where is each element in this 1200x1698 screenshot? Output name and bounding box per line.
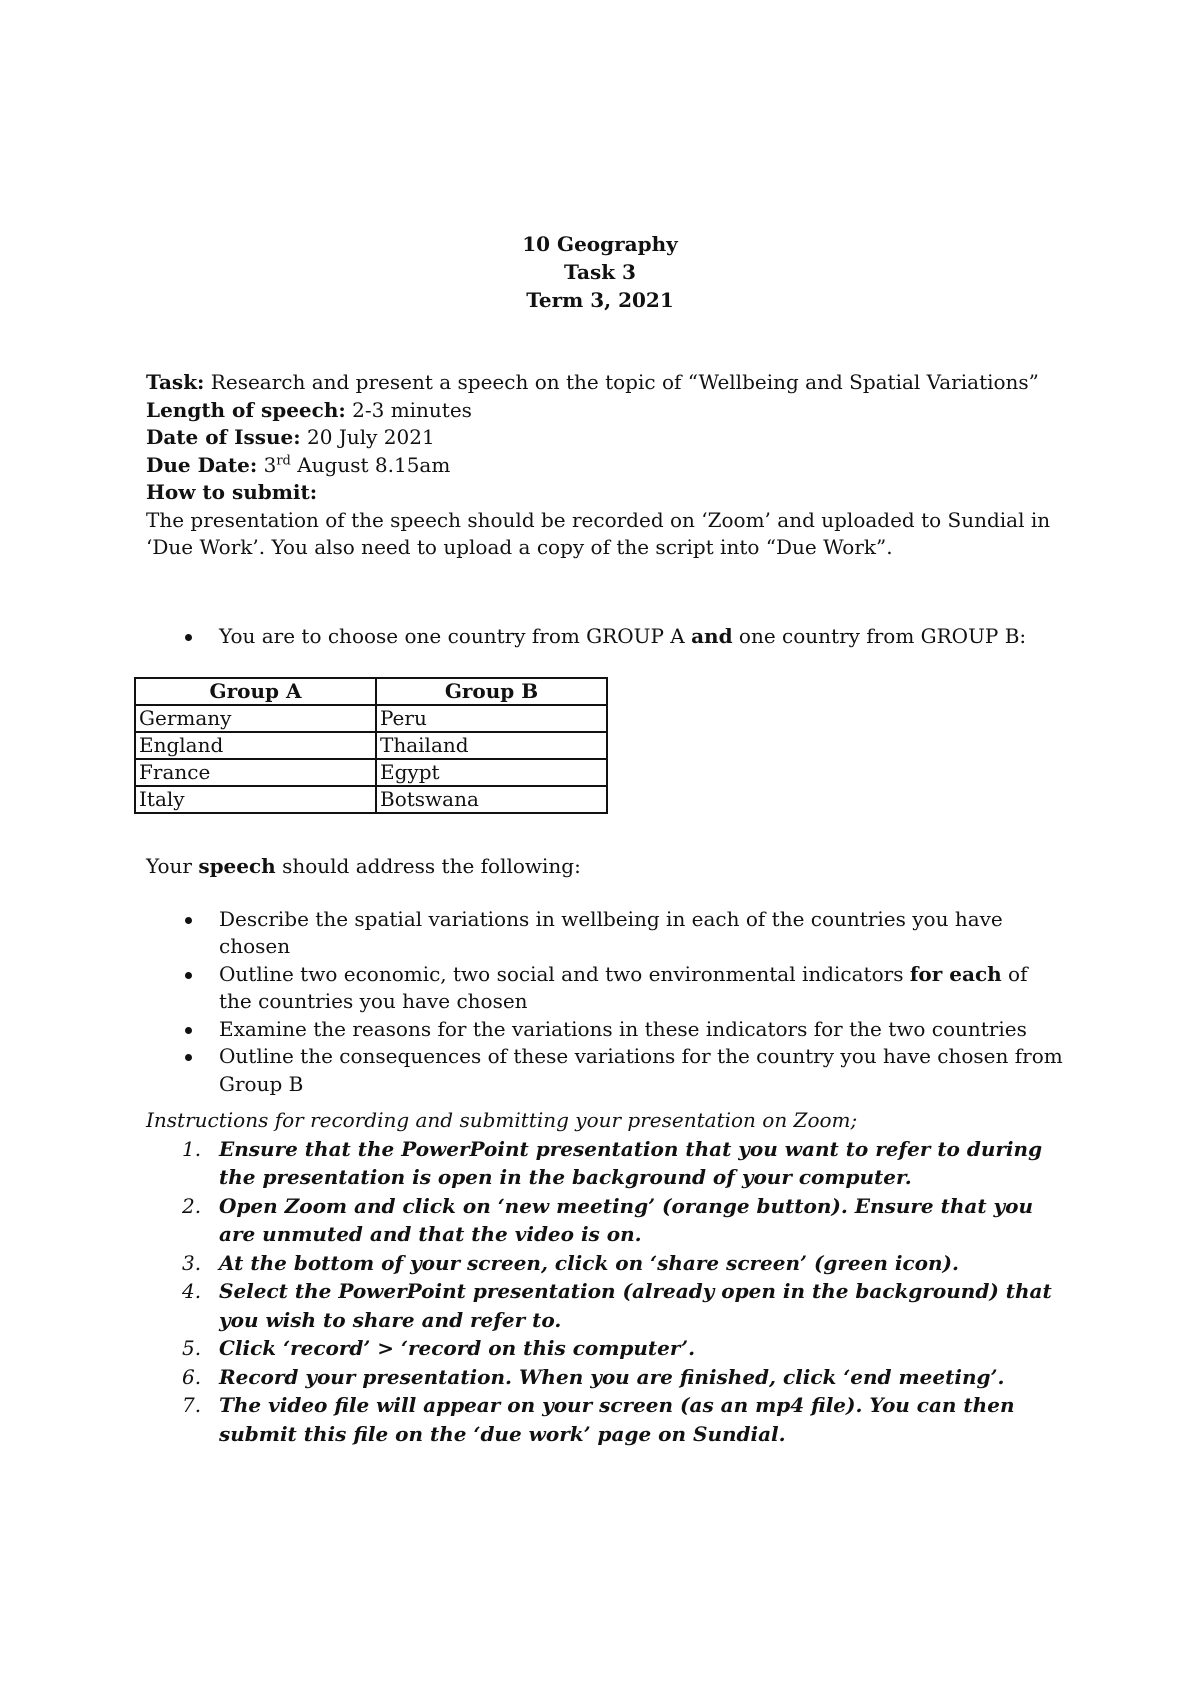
step-number: 1. xyxy=(182,1136,202,1161)
table-cell: Thailand xyxy=(376,732,607,759)
column-header-group-a: Group A xyxy=(135,678,376,705)
due-date-day: 3 xyxy=(257,452,277,477)
table-row xyxy=(135,732,607,759)
step-text: At the bottom of your screen, click on ‘share screen’ (green icon). xyxy=(219,1250,959,1275)
length-line xyxy=(146,397,1066,425)
due-date-label: Due Date: xyxy=(146,452,258,477)
issue-date-line xyxy=(146,424,1066,452)
table-row xyxy=(135,705,607,732)
table-row xyxy=(135,786,607,813)
document-header xyxy=(0,230,1200,314)
step-number: 7. xyxy=(182,1393,202,1417)
step-text: Click ‘record’ > ‘record on this computer’. xyxy=(219,1336,696,1360)
length-label: Length of speech: xyxy=(146,397,346,422)
choose-instruction xyxy=(146,623,1066,651)
step-number: 2. xyxy=(182,1193,202,1218)
submit-heading: How to submit: xyxy=(146,480,318,504)
table-cell: Italy xyxy=(135,786,376,813)
term-label: Term 3, 2021 xyxy=(526,288,674,312)
task-label: Task: xyxy=(146,370,205,394)
table-cell: Botswana xyxy=(376,786,607,813)
issue-date-label: Date of Issue: xyxy=(146,425,301,449)
task-value: Research and present a speech on the topic of “Wellbeing and Spatial Variations” xyxy=(204,370,1039,394)
table-cell: Egypt xyxy=(376,759,607,786)
issue-date-value: 20 July 2021 xyxy=(300,425,435,449)
list-item xyxy=(146,1277,1066,1334)
table-cell: England xyxy=(135,732,376,759)
task-line xyxy=(146,369,1066,397)
list-item xyxy=(146,1363,1066,1392)
country-groups-table xyxy=(134,677,608,814)
due-date-rest: August 8.15am xyxy=(290,452,451,477)
table-header-row xyxy=(135,678,607,705)
instructions-heading: Instructions for recording and submitting your presentation on Zoom; xyxy=(146,1108,858,1132)
task-number: Task 3 xyxy=(564,260,636,284)
due-date-line xyxy=(146,452,1066,480)
list-item: Examine the reasons for the variations in these indicators for the two countries xyxy=(146,1016,1066,1044)
list-item: Describe the spatial variations in wellbeing in each of the countries you have chosen xyxy=(146,906,1066,961)
choose-list xyxy=(146,623,1066,651)
list-item xyxy=(146,1249,1066,1278)
table-cell: Peru xyxy=(376,705,607,732)
task-details xyxy=(146,369,1066,562)
list-item: You are to choose one country from GROUP A and one country from GROUP B: xyxy=(146,623,1066,651)
step-text: Open Zoom and click on ‘new meeting’ (orange button). Ensure that you are unmuted and that the video is on. xyxy=(219,1193,1034,1246)
step-text: Record your presentation. When you are finished, click ‘end meeting’. xyxy=(219,1364,1005,1389)
step-text: Ensure that the PowerPoint presentation that you want to refer to during the presentation is open in the background of your computer. xyxy=(219,1136,1043,1189)
list-item xyxy=(146,1192,1066,1249)
table-cell: France xyxy=(135,759,376,786)
course-title: 10 Geography xyxy=(522,232,678,256)
speech-bullet-list xyxy=(146,906,1066,1099)
zoom-instructions xyxy=(146,1106,1066,1448)
speech-intro: Your speech should address the following: xyxy=(146,854,581,878)
table-cell: Germany xyxy=(135,705,376,732)
emphasis-and: and xyxy=(691,624,733,648)
step-number: 3. xyxy=(182,1250,202,1275)
instructions-steps xyxy=(146,1135,1066,1449)
list-item xyxy=(146,1391,1066,1448)
submit-text: The presentation of the speech should be recorded on ‘Zoom’ and uploaded to Sundial in ‘Due Work’. You also need to upload a copy of the script into “Due Work”. xyxy=(146,507,1051,559)
length-value: 2-3 minutes xyxy=(345,397,472,422)
step-text: Select the PowerPoint presentation (already open in the background) that you wish to share and refer to. xyxy=(219,1279,1052,1332)
column-header-group-b: Group B xyxy=(376,678,607,705)
list-item xyxy=(146,1334,1066,1363)
step-text: The video file will appear on your screen (as an mp4 file). You can then submit this file on the ‘due work’ page on Sundial. xyxy=(219,1393,1015,1446)
step-number: 4. xyxy=(182,1279,202,1303)
list-item xyxy=(146,1135,1066,1192)
table-row xyxy=(135,759,607,786)
step-number: 5. xyxy=(182,1336,202,1360)
list-item: Outline two economic, two social and two environmental indicators for each of the countries you have chosen xyxy=(146,961,1066,1016)
step-number: 6. xyxy=(182,1364,202,1389)
list-item: Outline the consequences of these variations for the country you have chosen from Group B xyxy=(146,1043,1066,1098)
due-date-ordinal: rd xyxy=(276,452,291,468)
speech-requirements xyxy=(146,853,1066,1098)
